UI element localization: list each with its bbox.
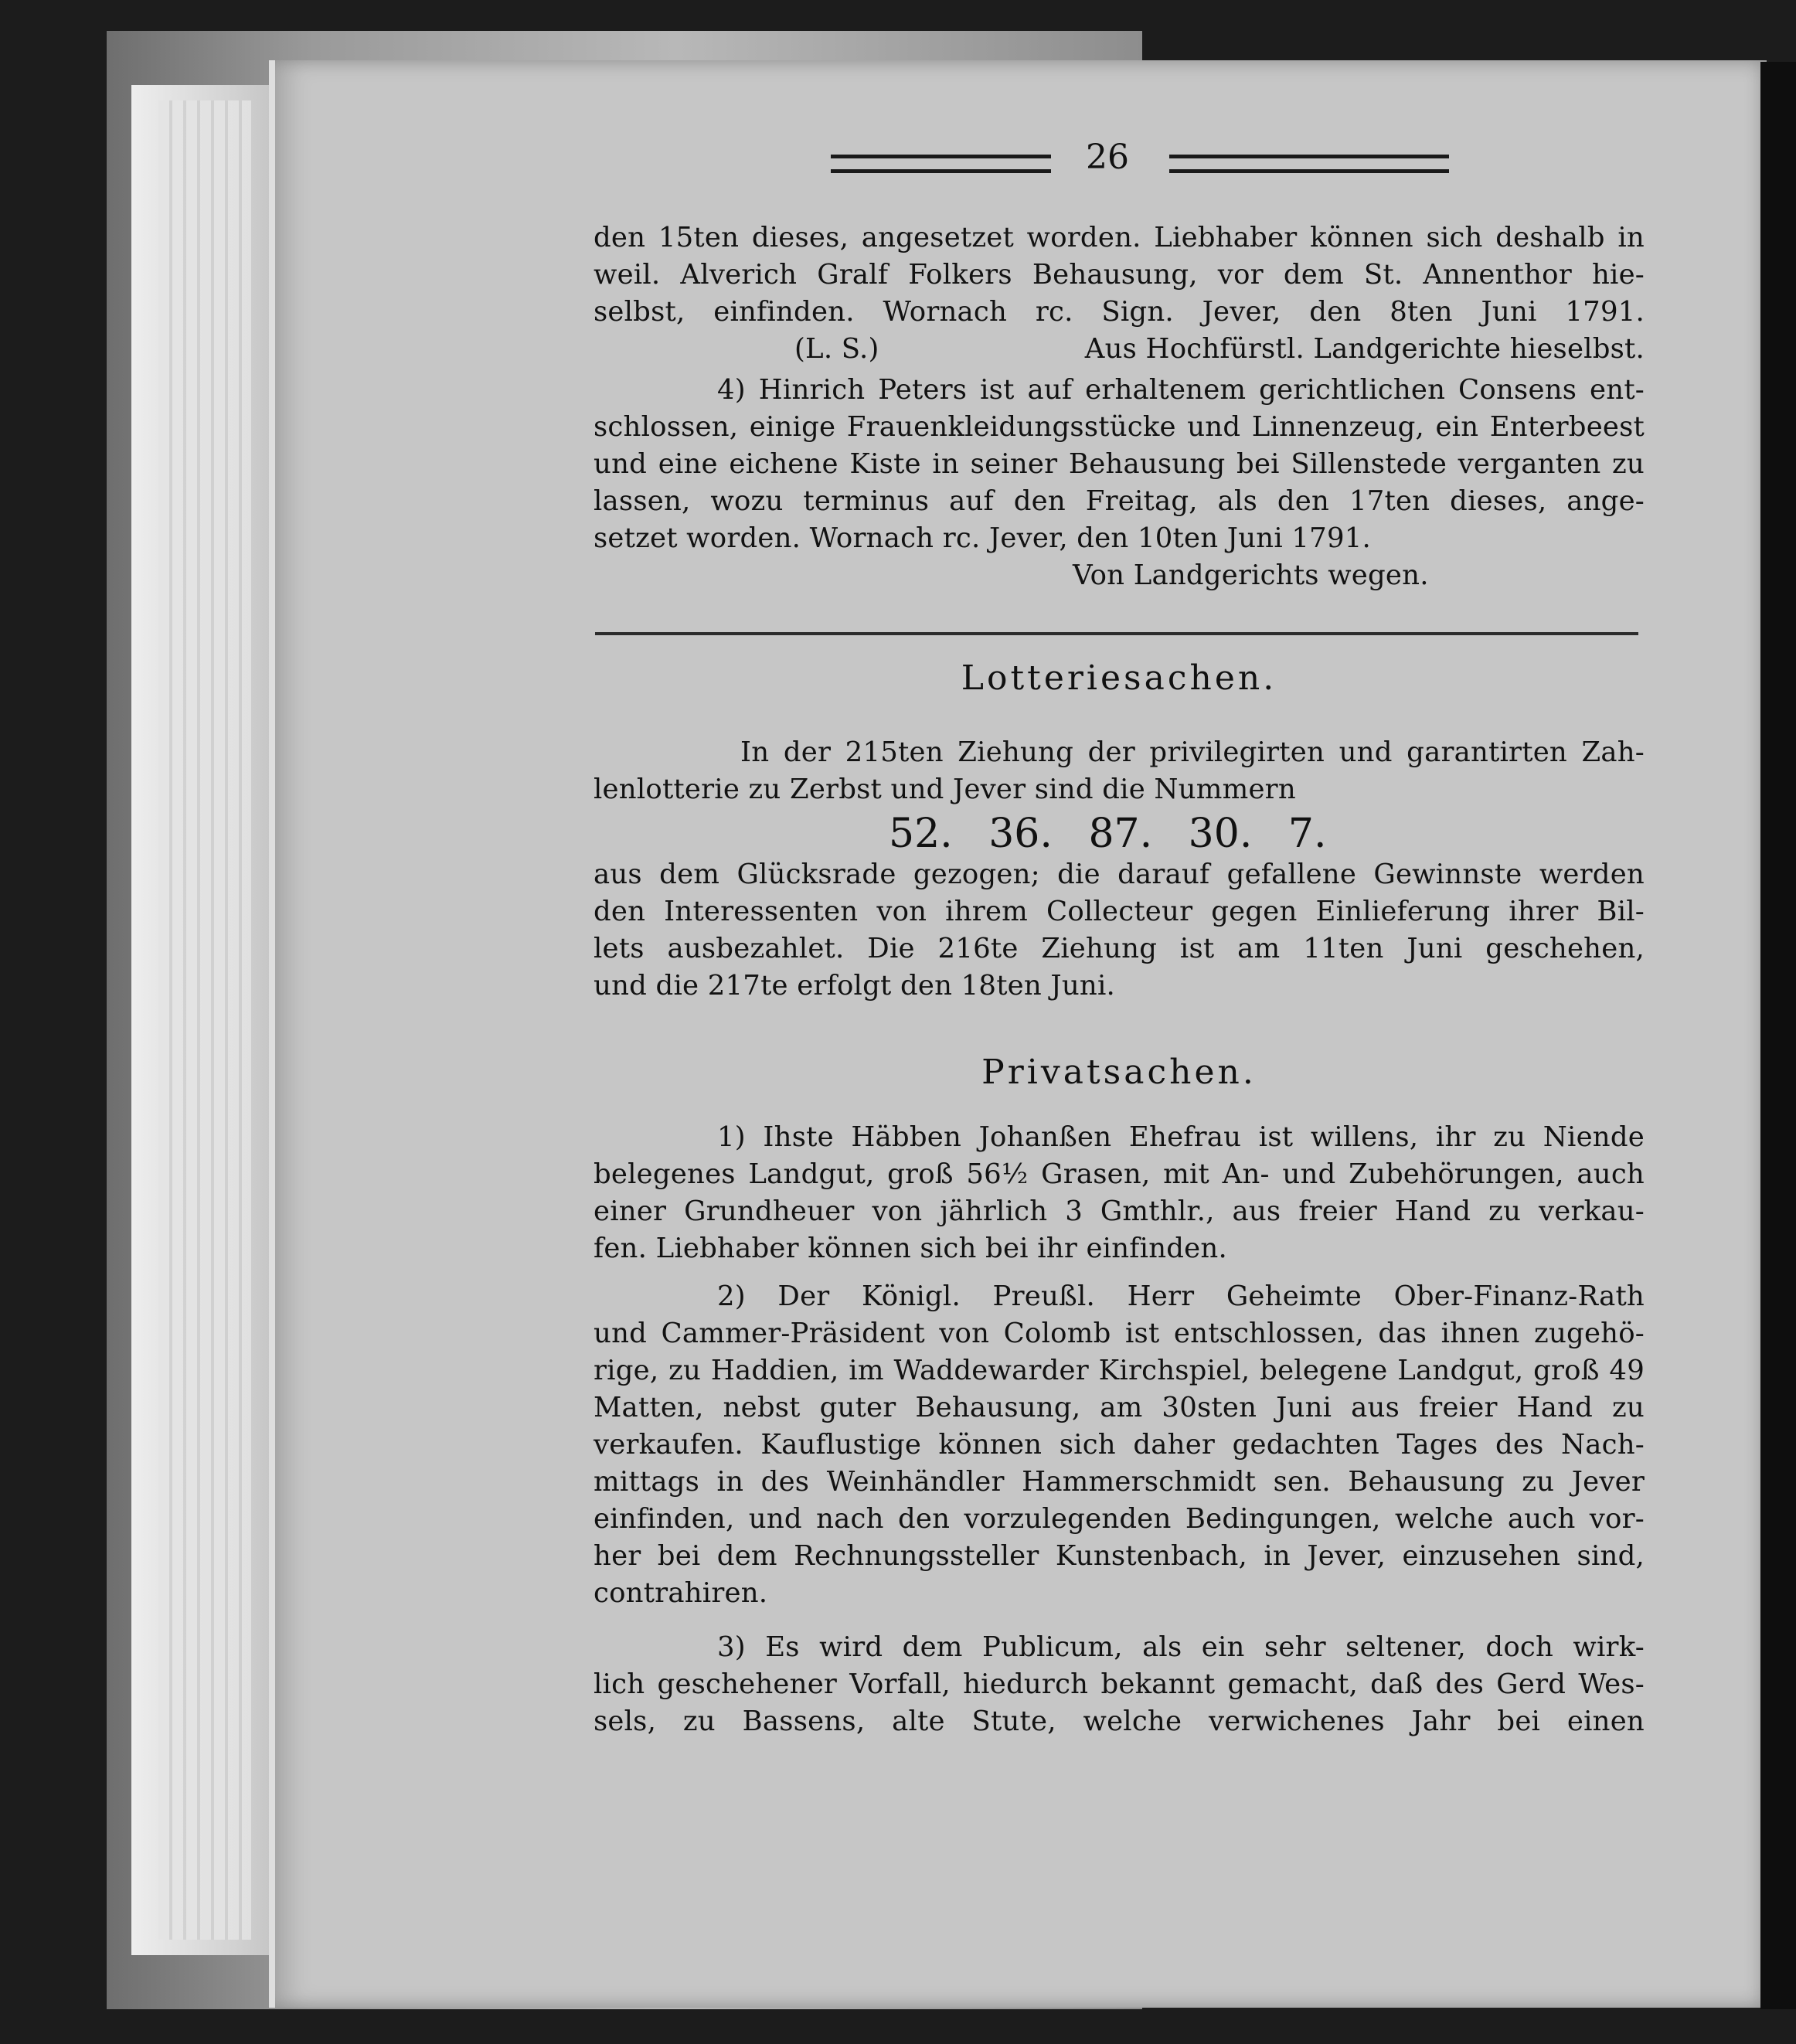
text-line: mittags in des Weinhändler Hammerschmidt sen. Behausung zu Jever — [594, 1466, 1645, 1498]
private-item-1 — [594, 1119, 1645, 1267]
text-line: setzet worden. Wornach rc. Jever, den 10ten Juni 1791. — [594, 522, 1371, 554]
text-line: her bei dem Rechnungssteller Kunstenbach, in Jever, einzusehen sind, — [594, 1540, 1645, 1572]
text-line: rige, zu Haddien, im Waddewarder Kirchspiel, belegene Landgut, groß 49 — [594, 1355, 1645, 1386]
private-item-3 — [594, 1629, 1645, 1740]
lottery-paragraph-intro — [594, 734, 1645, 808]
header-rule-left — [831, 155, 1051, 173]
text-line: lenlotterie zu Zerbst und Jever sind die Nummern — [594, 774, 1296, 805]
text-line: Matten, nebst guter Behausung, am 30sten Juni aus freier Hand zu — [594, 1392, 1645, 1423]
text-line: verkaufen. Kauflustige können sich daher gedachten Tages des Nach- — [594, 1429, 1645, 1461]
text-line: und die 217te erfolgt den 18ten Juni. — [594, 970, 1116, 1002]
text-line: schlossen, einige Frauenkleidungsstücke und Linnenzeug, ein Enterbeest — [594, 411, 1645, 443]
private-item-2 — [594, 1278, 1645, 1612]
text-line: sels, zu Bassens, alte Stute, welche verwichenes Jahr bei einen — [594, 1706, 1645, 1737]
lottery-paragraph — [594, 856, 1645, 1005]
text-line: lich geschehener Vorfall, hiedurch bekannt gemacht, daß des Gerd Wes- — [594, 1668, 1645, 1700]
text-line: weil. Alverich Gralf Folkers Behausung, vor dem St. Annenthor hie- — [594, 259, 1645, 291]
text-line: selbst, einfinden. Wornach rc. Sign. Jever, den 8ten Juni 1791. — [594, 296, 1645, 328]
text-line: aus dem Glücksrade gezogen; die darauf gefallene Gewinnste werden — [594, 859, 1645, 890]
text-line: fen. Liebhaber können sich bei ihr einfinden. — [594, 1233, 1227, 1264]
page-number: 26 — [1086, 138, 1129, 177]
issuing-authority: Aus Hochfürstl. Landgerichte hieselbst. — [1084, 333, 1645, 365]
page-header — [831, 138, 1689, 184]
text-line: 2) Der Königl. Preußl. Herr Geheimte Ober-Finanz-Rath — [717, 1280, 1645, 1312]
text-line: den 15ten dieses, angesetzet worden. Liebhaber können sich deshalb in — [594, 222, 1645, 253]
text-line: einfinden, und nach den vorzulegenden Bedingungen, welche auch vor- — [594, 1503, 1645, 1535]
lottery-heading: Lotteriesachen. — [961, 658, 1277, 698]
text-line: und Cammer-Präsident von Colomb ist entschlossen, das ihnen zugehö- — [594, 1318, 1645, 1349]
section-divider — [595, 632, 1638, 635]
lottery-numbers: 52. 36. 87. 30. 7. — [889, 811, 1327, 857]
scan-border — [1760, 62, 1796, 2009]
text-line: belegenes Landgut, groß 56½ Grasen, mit An- und Zubehörungen, auch — [594, 1158, 1645, 1190]
signature-line: Von Landgerichts wegen. — [1073, 559, 1429, 591]
signature-line — [594, 331, 1645, 368]
text-line: In der 215ten Ziehung der privilegirten und garantirten Zah- — [740, 736, 1645, 768]
text-line: einer Grundheuer von jährlich 3 Gmthlr., aus freier Hand zu verkau- — [594, 1195, 1645, 1227]
text-line: und eine eichene Kiste in seiner Behausung bei Sillenstede verganten zu — [594, 448, 1645, 480]
private-heading: Privatsachen. — [981, 1053, 1257, 1092]
text-line: lets ausbezahlet. Die 216te Ziehung ist am 11ten Juni geschehen, — [594, 933, 1645, 964]
text-line: contrahiren. — [594, 1577, 768, 1609]
notice-item-4 — [594, 372, 1645, 594]
text-line: lassen, wozu terminus auf den Freitag, als den 17ten dieses, ange- — [594, 485, 1645, 517]
header-rule-right — [1169, 155, 1449, 173]
text-line: 1) Ihste Häbben Johanßen Ehefrau ist willens, ihr zu Niende — [717, 1121, 1645, 1153]
notice-continuation — [594, 219, 1645, 368]
text-line: 4) Hinrich Peters ist auf erhaltenem gerichtlichen Consens ent- — [717, 374, 1645, 406]
text-line: den Interessenten von ihrem Collecteur gegen Einlieferung ihrer Bil- — [594, 896, 1645, 927]
page-stack-leaves — [158, 100, 251, 1940]
seal-mark: (L. S.) — [794, 333, 879, 365]
text-line: 3) Es wird dem Publicum, als ein sehr seltener, doch wirk- — [717, 1631, 1645, 1663]
